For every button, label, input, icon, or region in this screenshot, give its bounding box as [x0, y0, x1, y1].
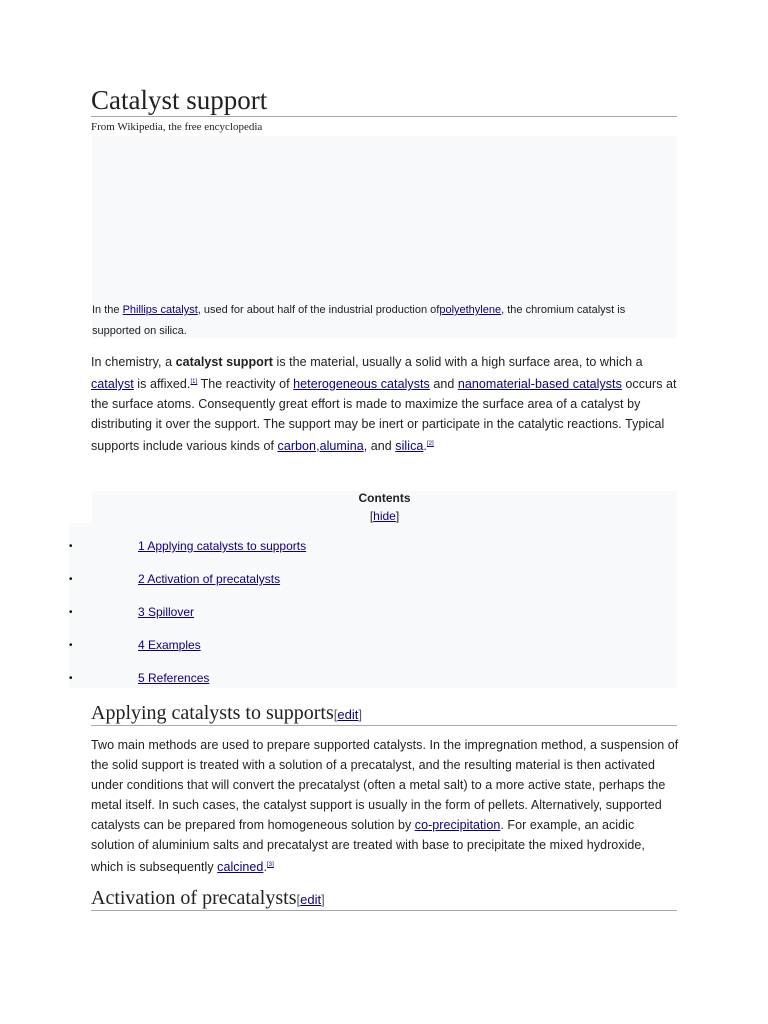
bullet-icon: •: [69, 640, 73, 651]
intro-paragraph: In chemistry, a catalyst support is the material, usually a solid with a high surface area, to which a catalyst is affixed.[1] The reactivity of heterogeneous catalysts and nanomaterial-based catalysts occurs at the surface atoms. Consequently great effort is made to maximize the surface area of a catalyst by distributing it over the support. The support may be inert or participate in the catalytic reactions. Typical supports include various kinds of carbon,alumina, and silica.[2]: [91, 355, 677, 454]
link-catalyst[interactable]: catalyst: [91, 377, 134, 392]
reference-2[interactable]: [2]: [426, 441, 434, 448]
link-heterogeneous-catalysts[interactable]: heterogeneous catalysts: [293, 377, 430, 392]
applying-paragraph: Two main methods are used to prepare supported catalysts. In the impregnation method, a suspension of the solid support is treated with a solution of a precatalyst, and the resulting material is then activated under conditions that will convert the precatalyst (often a metal salt) to a more active state, perhaps the metal itself. In such cases, the catalyst support is usually in the form of pellets. Alternatively, supported catalysts can be prepared from homogeneous solution by co-precipitation. For example, an acidic solution of aluminium salts and precatalyst are treated with base to precipitate the mixed hydroxide, which is subsequently calcined.[3]: [91, 738, 679, 875]
link-co-precipitation[interactable]: co-precipitation: [414, 818, 501, 832]
section-heading-applying: Applying catalysts to supports[edit]: [91, 701, 677, 726]
edit-section-wrapper: [edit]: [296, 892, 325, 907]
toc-title: Contents: [358, 491, 411, 505]
thumbnail-caption: In the Phillips catalyst, used for about half of the industrial production ofpolyethylene, the chromium catalyst is supported on silica.: [92, 304, 626, 337]
link-alumina[interactable]: alumina: [319, 439, 364, 454]
toc-item: [69, 662, 677, 695]
edit-link-applying[interactable]: edit: [337, 707, 359, 722]
link-phillips-catalyst[interactable]: Phillips catalyst: [122, 304, 198, 316]
tagline: From Wikipedia, the free encyclopedia: [91, 121, 263, 133]
bullet-icon: •: [69, 607, 73, 618]
page-title: Catalyst support: [91, 84, 677, 117]
link-carbon[interactable]: carbon: [277, 439, 317, 454]
bullet-icon: •: [69, 574, 73, 585]
link-nanomaterial-catalysts[interactable]: nanomaterial-based catalysts: [457, 377, 622, 392]
bullet-icon: •: [69, 541, 73, 552]
section-heading-activation: Activation of precatalysts[edit]: [91, 886, 677, 911]
toc-list: [69, 530, 677, 695]
link-silica[interactable]: silica: [395, 439, 424, 454]
toc-toggle: [hide]: [369, 509, 400, 523]
edit-section-wrapper: [edit]: [333, 707, 362, 722]
toc-hide-link[interactable]: hide: [373, 509, 396, 523]
toc-link-references[interactable]: 5 References: [138, 671, 210, 685]
link-polyethylene[interactable]: polyethylene: [439, 304, 502, 316]
bold-term: catalyst support: [175, 355, 273, 369]
toc-item: [69, 530, 677, 563]
toc-item: [69, 596, 677, 629]
toc-item: [69, 563, 677, 596]
thumbnail-figure: [92, 136, 677, 338]
reference-3[interactable]: [3]: [266, 862, 274, 868]
edit-link-activation[interactable]: edit: [300, 892, 322, 907]
toc-link-activation[interactable]: 2 Activation of precatalysts: [138, 572, 281, 586]
toc-link-examples[interactable]: 4 Examples: [138, 638, 201, 652]
bullet-icon: •: [69, 673, 73, 684]
reference-1[interactable]: [1]: [190, 379, 198, 385]
toc-item: [69, 629, 677, 662]
toc-link-applying[interactable]: 1 Applying catalysts to supports: [138, 539, 307, 553]
link-calcined[interactable]: calcined: [217, 860, 264, 875]
toc-link-spillover[interactable]: 3 Spillover: [138, 605, 195, 619]
